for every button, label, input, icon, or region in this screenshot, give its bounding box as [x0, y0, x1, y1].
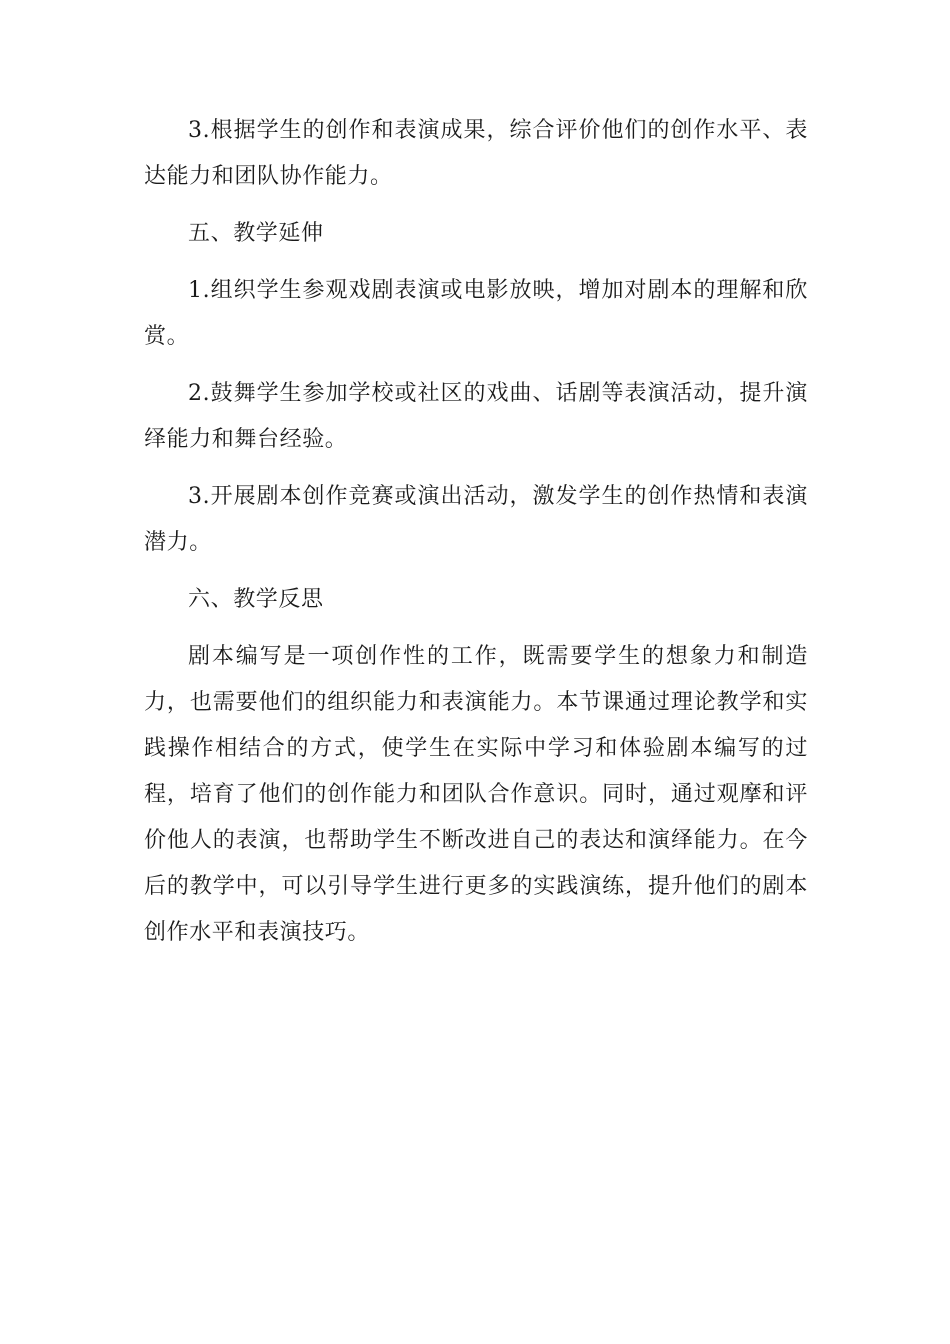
- section-heading-reflection: 六、教学反思: [188, 587, 324, 612]
- list-item-evaluation-3: 3.根据学生的创作和表演成果，综合评价他们的创作水平、表达能力和团队协作能力。: [144, 118, 808, 189]
- list-item-extension-2: 2.鼓舞学生参加学校或社区的戏曲、话剧等表演活动，提升演绎能力和舞台经验。: [144, 381, 808, 452]
- list-item-extension-1: 1.组织学生参观戏剧表演或电影放映，增加对剧本的理解和欣赏。: [144, 278, 808, 349]
- document-body: [144, 108, 808, 967]
- section-heading-extension: 五、教学延伸: [188, 221, 324, 246]
- reflection-paragraph: 剧本编写是一项创作性的工作，既需要学生的想象力和制造力，也需要他们的组织能力和表演能力。本节课通过理论教学和实践操作相结合的方式，使学生在实际中学习和体验剧本编写的过程，培育了他们的创作能力和团队合作意识。同时，通过观摩和评价他人的表演，也帮助学生不断改进自己的表达和演绎能力。在今后的教学中，可以引导学生进行更多的实践演练，提升他们的剧本创作水平和表演技巧。: [144, 644, 808, 945]
- list-item-extension-3: 3.开展剧本创作竞赛或演出活动，激发学生的创作热情和表演潜力。: [144, 484, 808, 555]
